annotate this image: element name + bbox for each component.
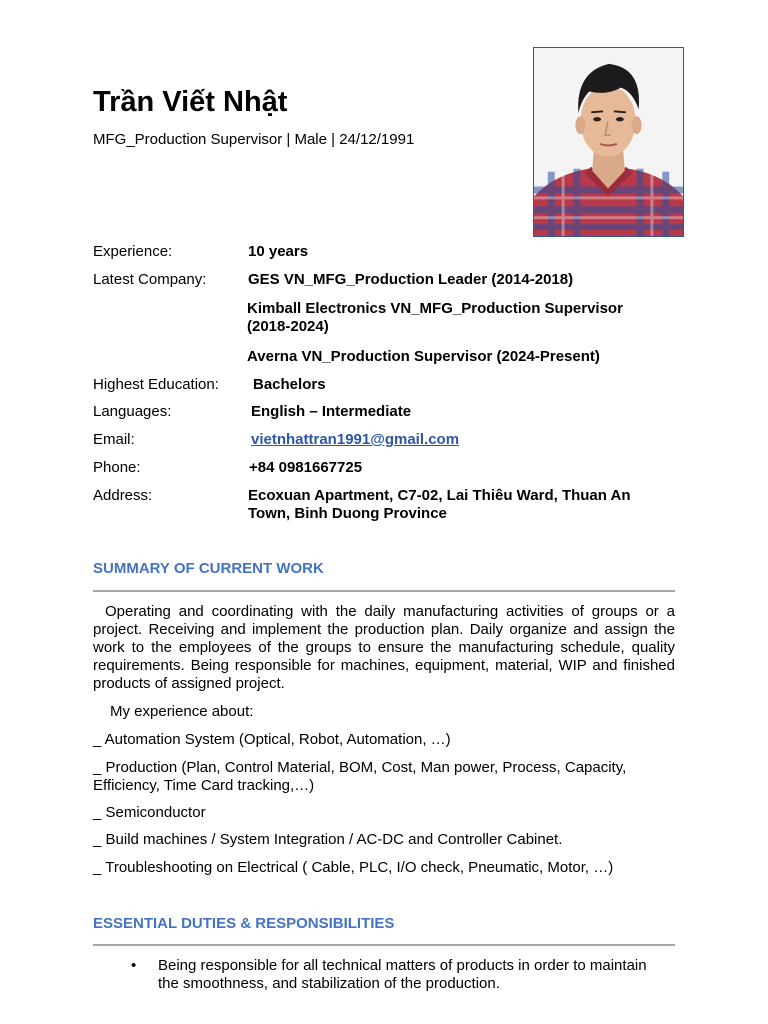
experience-item: _ Production (Plan, Control Material, BOM, Cost, Man power, Process, Capacity, Efficiency, Time Card tracking,…) bbox=[93, 759, 627, 794]
section-divider bbox=[93, 944, 675, 946]
experience-label: Experience: bbox=[93, 243, 173, 260]
experience-item: _ Automation System (Optical, Robot, Automation, …) bbox=[93, 731, 451, 748]
profile-photo-image bbox=[534, 48, 683, 236]
duties-section-title: ESSENTIAL DUTIES & RESPONSIBILITIES bbox=[93, 915, 395, 932]
company-entry: GES VN_MFG_Production Leader (2014-2018) bbox=[248, 271, 574, 288]
languages-value: English – Intermediate bbox=[251, 403, 412, 420]
address-label: Address: bbox=[93, 487, 153, 504]
candidate-subtitle: MFG_Production Supervisor | Male | 24/12/1991 bbox=[93, 131, 415, 148]
address-value: Ecoxuan Apartment, C7-02, Lai Thiêu Ward, Thuan An Town, Binh Duong Province bbox=[248, 487, 631, 522]
email-link[interactable]: vietnhattran1991@gmail.com bbox=[251, 431, 460, 448]
candidate-name: Trần Viết Nhật bbox=[93, 86, 288, 118]
bullet-icon: • bbox=[131, 957, 137, 974]
languages-label: Languages: bbox=[93, 403, 172, 420]
experience-value: 10 years bbox=[248, 243, 309, 260]
company-entry: Kimball Electronics VN_MFG_Production Supervisor (2018-2024) bbox=[247, 300, 623, 335]
company-entry: Averna VN_Production Supervisor (2024-Present) bbox=[247, 348, 600, 365]
experience-intro: My experience about: bbox=[110, 703, 254, 720]
duty-text: Being responsible for all technical matters of products in order to maintain the smoothness, and stabilization of the production. bbox=[158, 957, 647, 992]
section-divider bbox=[93, 590, 675, 592]
email-label: Email: bbox=[93, 431, 135, 448]
summary-paragraph: Operating and coordinating with the daily manufacturing activities of groups or a project. Receiving and implement the production plan. Daily organize and assign the work to the employees of the groups to ensure the manufacturing schedule, quality requirements. Being responsible for machines, equipment, material, WIP and finished products of assigned project. bbox=[93, 603, 675, 692]
education-label: Highest Education: bbox=[93, 376, 219, 393]
experience-item: _ Semiconductor bbox=[93, 804, 206, 821]
experience-item: _ Troubleshooting on Electrical ( Cable, PLC, I/O check, Pneumatic, Motor, …) bbox=[93, 859, 614, 876]
profile-photo bbox=[533, 47, 684, 237]
summary-section-title: SUMMARY OF CURRENT WORK bbox=[93, 560, 324, 577]
phone-label: Phone: bbox=[93, 459, 141, 476]
phone-value: +84 0981667725 bbox=[249, 459, 363, 476]
education-value: Bachelors bbox=[253, 376, 326, 393]
latest-company-label: Latest Company: bbox=[93, 271, 207, 288]
experience-item: _ Build machines / System Integration / AC-DC and Controller Cabinet. bbox=[93, 831, 563, 848]
